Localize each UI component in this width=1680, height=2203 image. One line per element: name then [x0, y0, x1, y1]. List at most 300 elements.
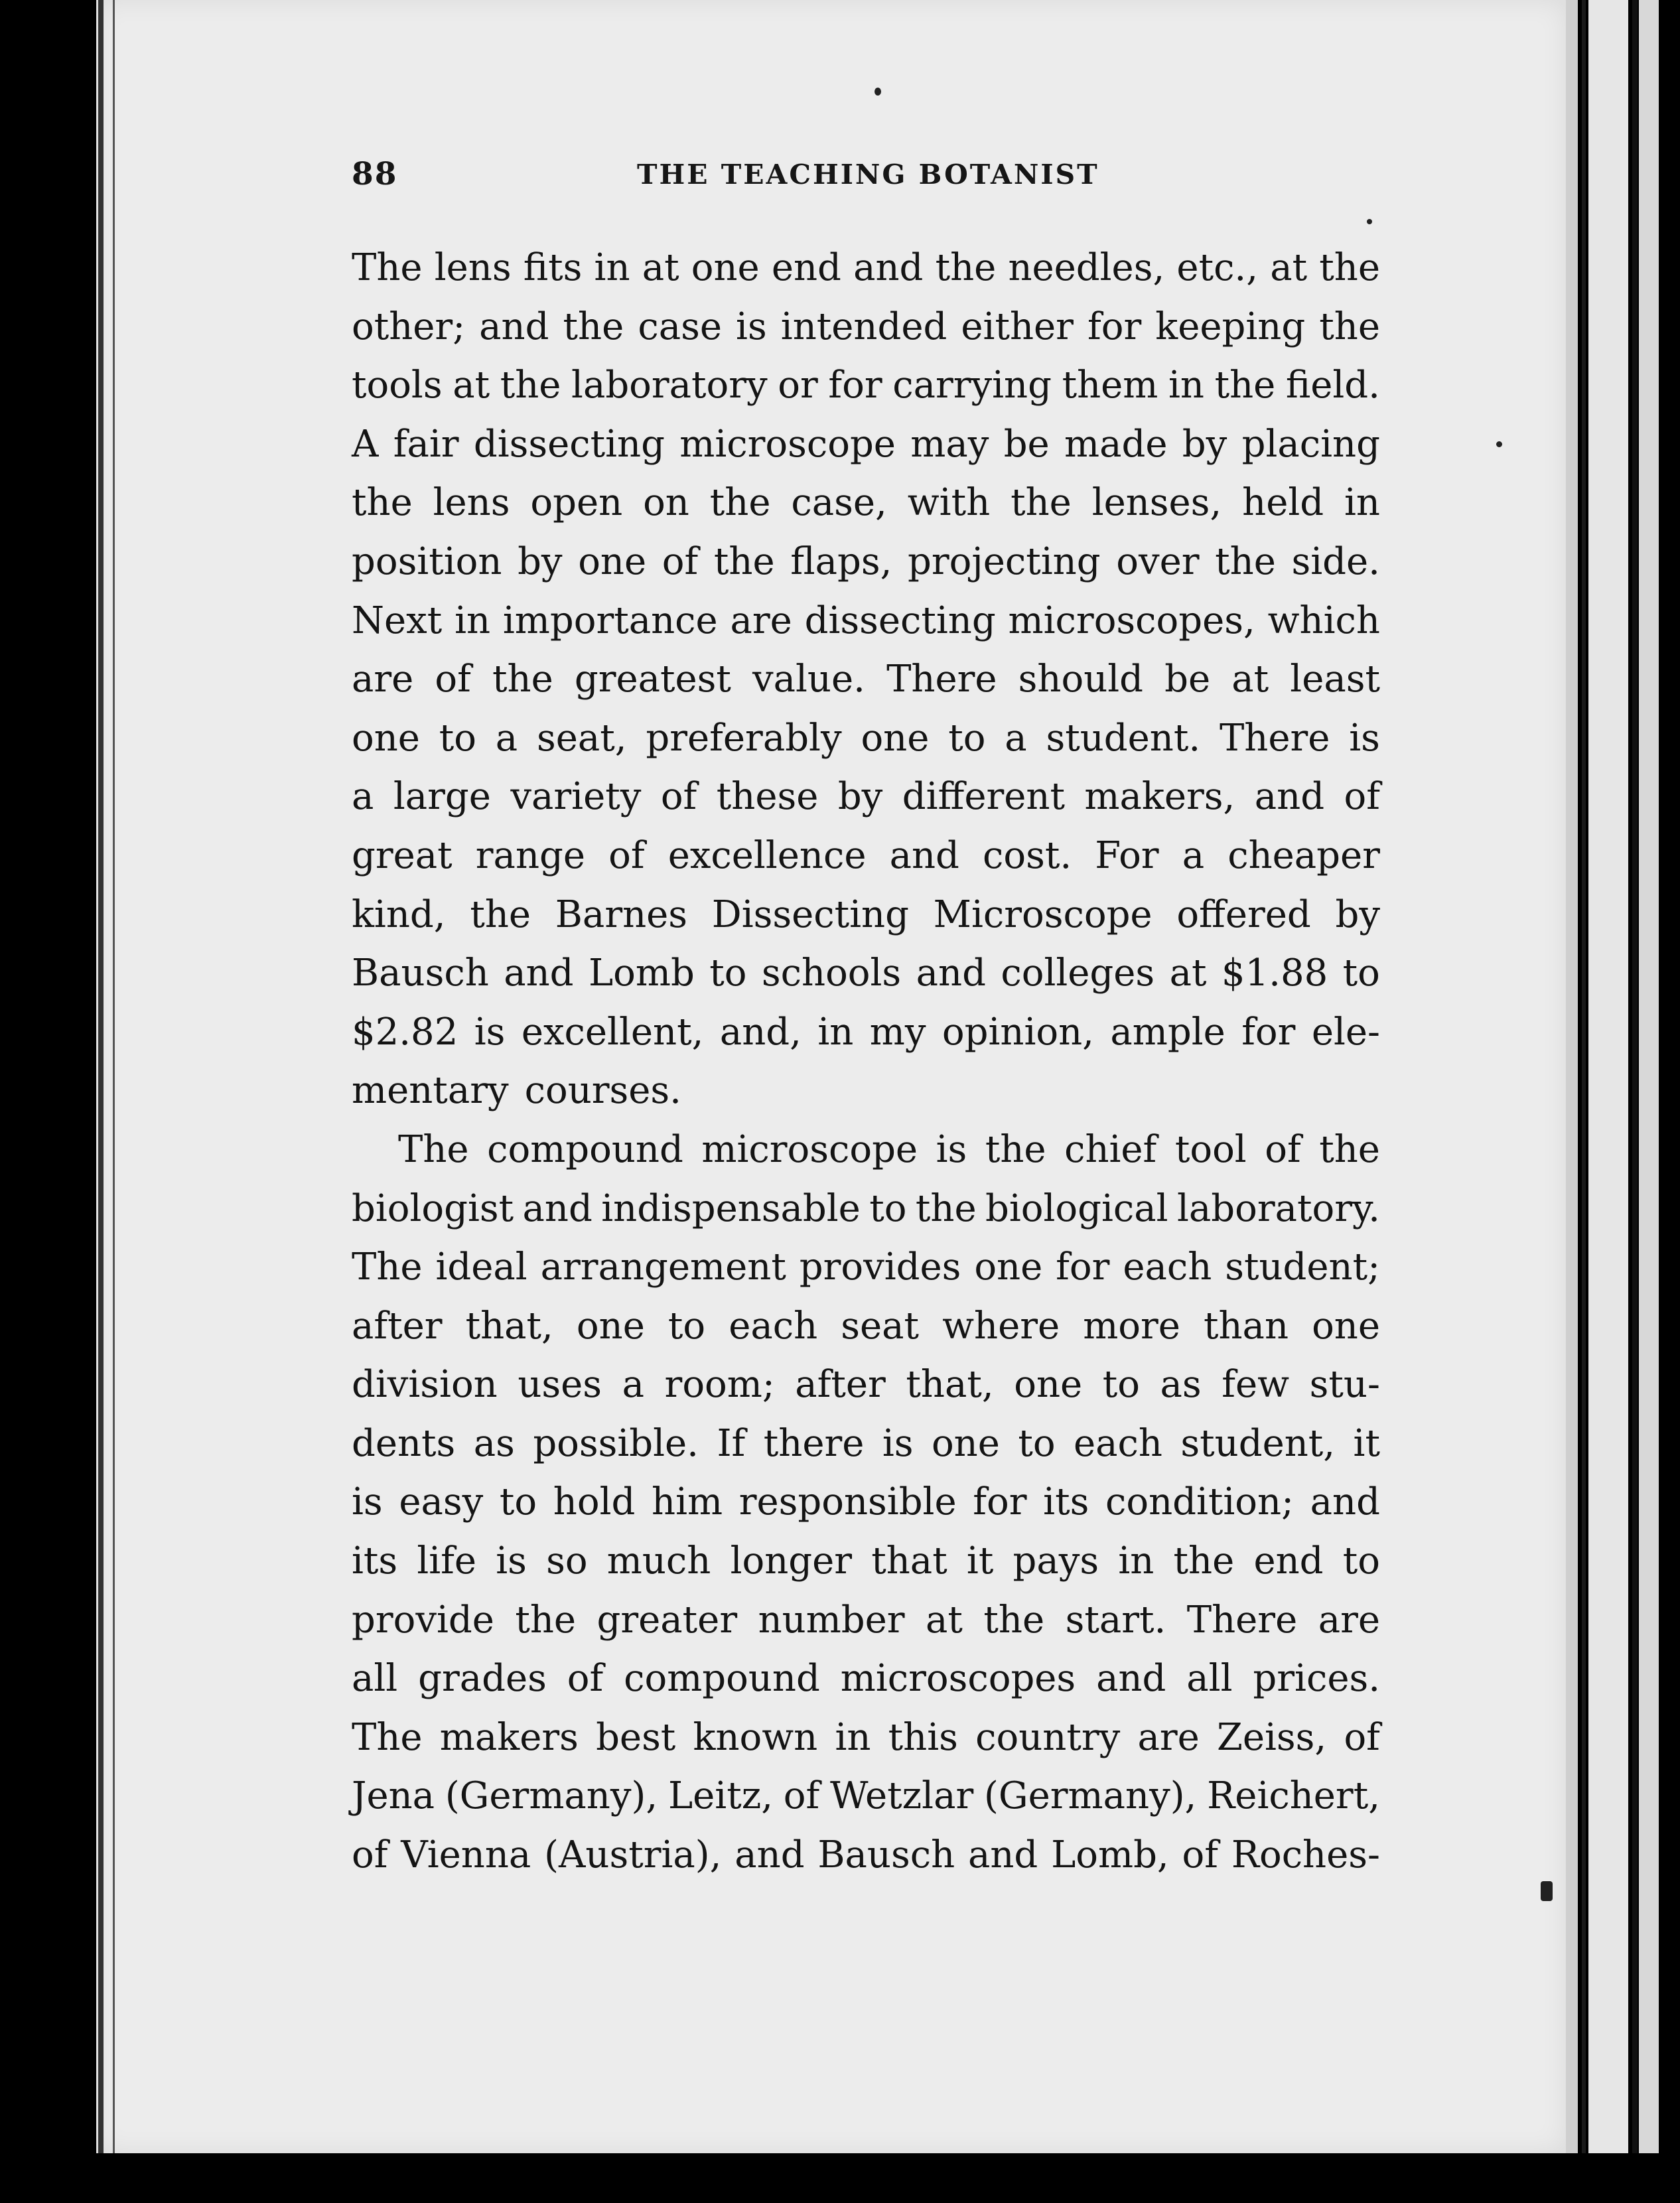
- word: the: [1319, 246, 1380, 289]
- word: after: [352, 1304, 443, 1348]
- word: laboratory: [571, 364, 768, 407]
- binding-edge-inner: [113, 0, 115, 2153]
- scan-speck: [1541, 1881, 1553, 1901]
- word: greatest: [574, 658, 731, 701]
- word: student.: [1046, 716, 1201, 760]
- word: the: [563, 305, 624, 348]
- word: to: [667, 1304, 706, 1348]
- word: biologist: [352, 1186, 514, 1230]
- word: at: [1270, 246, 1308, 289]
- word: compound: [624, 1657, 820, 1701]
- word: of: [435, 658, 471, 701]
- word: the: [935, 246, 997, 289]
- word: known: [693, 1715, 818, 1759]
- word: tools: [352, 364, 443, 407]
- word: Vienna: [401, 1833, 531, 1877]
- word: $2.82: [352, 1010, 458, 1054]
- word: over: [1116, 539, 1200, 583]
- word: this: [888, 1715, 958, 1759]
- page-edge-sheet: [1588, 0, 1628, 2153]
- word: that: [871, 1539, 947, 1583]
- text-line: [352, 650, 1380, 709]
- word: and: [1254, 775, 1325, 819]
- word: that,: [906, 1363, 994, 1407]
- word: start.: [1065, 1598, 1166, 1642]
- word: The: [352, 1715, 423, 1759]
- word: at: [1169, 952, 1207, 995]
- word: in: [1168, 364, 1204, 407]
- text-line: [352, 1767, 1380, 1826]
- word: ample: [1110, 1010, 1225, 1054]
- word: possible.: [533, 1421, 699, 1465]
- word: If: [717, 1421, 746, 1465]
- word: easy: [399, 1480, 484, 1524]
- word: the: [500, 364, 561, 407]
- word: the: [470, 892, 531, 936]
- word: each: [1123, 1245, 1212, 1289]
- word: of: [1265, 1127, 1301, 1171]
- word: longer: [730, 1539, 853, 1583]
- word: is: [1349, 716, 1380, 760]
- text-line: [352, 1003, 1380, 1062]
- word: to: [1342, 952, 1380, 995]
- word: is: [496, 1539, 527, 1583]
- word: by: [1335, 892, 1380, 936]
- text-line: [352, 1238, 1380, 1297]
- word: that,: [465, 1304, 553, 1348]
- word: position: [352, 539, 502, 583]
- page-number: 88: [352, 156, 398, 192]
- word: condition;: [1105, 1480, 1294, 1524]
- word: of: [1344, 775, 1380, 819]
- running-title: THE TEACHING BOTANIST: [637, 159, 1099, 190]
- word: chief: [1064, 1127, 1157, 1171]
- text-line: [352, 944, 1380, 1003]
- word: fair: [393, 422, 459, 466]
- word: after: [795, 1363, 886, 1407]
- word: the: [1215, 539, 1276, 583]
- word: be: [1003, 422, 1050, 466]
- word: at: [1231, 658, 1269, 701]
- word: at: [453, 364, 490, 407]
- word: lens: [433, 481, 510, 525]
- word: ideal: [435, 1245, 527, 1289]
- word: at: [926, 1598, 963, 1642]
- word: its: [1043, 1480, 1089, 1524]
- word: A: [352, 422, 379, 466]
- word: provides: [799, 1245, 961, 1289]
- word: large: [393, 775, 491, 819]
- word: a: [1182, 833, 1205, 877]
- word: There: [886, 658, 997, 701]
- text-line: [352, 1473, 1380, 1532]
- word: all: [1186, 1657, 1233, 1701]
- word: and: [479, 305, 549, 348]
- word: needles,: [1008, 246, 1165, 289]
- word: least: [1290, 658, 1380, 701]
- word: case,: [791, 481, 887, 525]
- word: by: [518, 539, 563, 583]
- text-line: [352, 1297, 1380, 1356]
- word: Next: [352, 599, 443, 642]
- word: The: [352, 1245, 423, 1289]
- word: one: [931, 1421, 1000, 1465]
- word: opinion,: [942, 1010, 1094, 1054]
- word: There: [1186, 1598, 1298, 1642]
- word: makers: [439, 1715, 579, 1759]
- word: there: [763, 1421, 865, 1465]
- word: either: [961, 305, 1074, 348]
- word: to: [709, 952, 747, 995]
- word: one: [974, 1245, 1043, 1289]
- word: biological: [985, 1186, 1168, 1230]
- word: dents: [352, 1421, 456, 1465]
- word: tool: [1174, 1127, 1247, 1171]
- word: as: [1160, 1363, 1202, 1407]
- word: uses: [518, 1363, 602, 1407]
- word: the: [1173, 1539, 1235, 1583]
- word: are: [1318, 1598, 1380, 1642]
- word: Barnes: [555, 892, 688, 936]
- word: cost.: [983, 833, 1072, 877]
- word: and: [735, 1833, 805, 1877]
- word: excellence: [667, 833, 867, 877]
- scan-speck: [1496, 441, 1502, 447]
- word: (Austria),: [544, 1833, 722, 1877]
- word: one: [1014, 1363, 1083, 1407]
- word: my: [869, 1010, 926, 1054]
- word: and: [1096, 1657, 1166, 1701]
- word: which: [1267, 599, 1380, 642]
- word: one: [352, 716, 420, 760]
- word: and: [916, 952, 986, 995]
- word: and: [1310, 1480, 1380, 1524]
- text-line: [352, 1356, 1380, 1415]
- word: of: [1344, 1715, 1380, 1759]
- word: student,: [1180, 1421, 1336, 1465]
- word: where: [942, 1304, 1060, 1348]
- word: Zeiss,: [1216, 1715, 1327, 1759]
- word: is: [936, 1127, 967, 1171]
- word: The: [352, 246, 423, 289]
- word: grades: [418, 1657, 547, 1701]
- word: offered: [1176, 892, 1311, 936]
- word: greater: [596, 1598, 738, 1642]
- word: the: [492, 658, 553, 701]
- word: of: [1182, 1833, 1218, 1877]
- word: is: [736, 305, 767, 348]
- word: are: [730, 599, 792, 642]
- word: or: [778, 364, 818, 407]
- word: made: [1064, 422, 1168, 466]
- word: one: [1312, 1304, 1380, 1348]
- page-edge-sheet: [1566, 0, 1578, 2153]
- word: other;: [352, 305, 466, 348]
- word: and: [889, 833, 959, 877]
- text-line: [352, 1062, 1380, 1121]
- word: carrying: [892, 364, 1052, 407]
- word: is: [352, 1480, 383, 1524]
- word: laboratory.: [1176, 1186, 1380, 1230]
- word: variety: [510, 775, 642, 819]
- word: flaps,: [790, 539, 892, 583]
- text-line: [352, 709, 1380, 768]
- text-line: [352, 1709, 1380, 1768]
- word: side.: [1291, 539, 1380, 583]
- text-line: [352, 886, 1380, 945]
- word: fits: [523, 246, 583, 289]
- word: Lomb,: [1051, 1833, 1169, 1877]
- word: colleges: [1001, 952, 1155, 995]
- word: The: [398, 1127, 469, 1171]
- word: intended: [780, 305, 947, 348]
- text-line: [352, 1532, 1380, 1591]
- word: as: [473, 1421, 515, 1465]
- word: etc.,: [1176, 246, 1259, 289]
- word: Leitz,: [667, 1774, 773, 1818]
- word: a: [622, 1363, 644, 1407]
- word: the: [1319, 305, 1380, 348]
- word: microscopes,: [1008, 599, 1255, 642]
- text-line: [352, 1591, 1380, 1650]
- word: placing: [1241, 422, 1380, 466]
- word: different: [902, 775, 1065, 819]
- word: $1.88: [1221, 952, 1328, 995]
- word: lenses,: [1091, 481, 1222, 525]
- bottom-shadow: [96, 2153, 1680, 2203]
- word: him: [652, 1480, 723, 1524]
- page-edge-sheet: [1639, 0, 1659, 2153]
- word: to: [948, 716, 986, 760]
- word: is: [882, 1421, 914, 1465]
- word: projecting: [908, 539, 1101, 583]
- word: Lomb: [588, 952, 695, 995]
- word: to: [439, 716, 476, 760]
- word: to: [1018, 1421, 1056, 1465]
- word: prices.: [1253, 1657, 1380, 1701]
- word: each: [729, 1304, 818, 1348]
- word: number: [758, 1598, 905, 1642]
- word: Reichert,: [1207, 1774, 1380, 1818]
- text-line: [352, 1121, 1380, 1180]
- word: of: [567, 1657, 604, 1701]
- word: are: [352, 658, 414, 701]
- text-line: [352, 474, 1380, 533]
- text-line: [352, 592, 1380, 651]
- word: for: [828, 364, 882, 407]
- word: responsible: [738, 1480, 957, 1524]
- word: the: [1319, 1127, 1380, 1171]
- word: seat,: [537, 716, 627, 760]
- text-line: [352, 533, 1380, 592]
- page-edge-gap: [1632, 0, 1638, 2153]
- word: it: [966, 1539, 994, 1583]
- text-line: [352, 415, 1380, 474]
- word: in: [594, 246, 630, 289]
- word: than: [1203, 1304, 1289, 1348]
- word: For: [1095, 833, 1159, 877]
- word: range: [475, 833, 585, 877]
- word: and: [504, 952, 574, 995]
- word: life: [417, 1539, 477, 1583]
- word: mentary: [352, 1069, 509, 1113]
- word: field.: [1285, 364, 1380, 407]
- word: the: [709, 481, 771, 525]
- word: few: [1222, 1363, 1290, 1407]
- word: one: [861, 716, 930, 760]
- word: of: [352, 1833, 388, 1877]
- word: case: [638, 305, 722, 348]
- word: pays: [1013, 1539, 1099, 1583]
- word: in: [455, 599, 491, 642]
- word: microscope: [701, 1127, 918, 1171]
- word: value.: [752, 658, 865, 701]
- word: the: [1214, 364, 1276, 407]
- word: to: [1102, 1363, 1140, 1407]
- word: a: [495, 716, 518, 760]
- word: each: [1073, 1421, 1162, 1465]
- word: end: [1253, 1539, 1324, 1583]
- word: and: [853, 246, 924, 289]
- word: more: [1083, 1304, 1180, 1348]
- word: kind,: [352, 892, 446, 936]
- word: one: [578, 539, 647, 583]
- word: Jena: [352, 1774, 435, 1818]
- word: indispensable: [601, 1186, 861, 1230]
- word: a: [352, 775, 374, 819]
- word: the: [983, 1598, 1045, 1642]
- word: preferably: [646, 716, 842, 760]
- word: for: [1241, 1010, 1296, 1054]
- word: for: [1056, 1245, 1110, 1289]
- word: with: [907, 481, 991, 525]
- word: to: [869, 1186, 907, 1230]
- word: great: [352, 833, 453, 877]
- word: at: [642, 246, 679, 289]
- word: of: [662, 539, 699, 583]
- word: to: [499, 1480, 537, 1524]
- word: Roches-: [1231, 1833, 1380, 1877]
- word: the: [352, 481, 413, 525]
- word: one: [691, 246, 760, 289]
- word: compound: [487, 1127, 683, 1171]
- word: (Germany),: [984, 1774, 1197, 1818]
- word: a: [1005, 716, 1027, 760]
- word: in: [835, 1715, 871, 1759]
- word: Bausch: [352, 952, 489, 995]
- word: stu-: [1309, 1363, 1380, 1407]
- word: There: [1219, 716, 1330, 760]
- word: Wetzlar: [830, 1774, 974, 1818]
- word: keeping: [1155, 305, 1306, 348]
- word: be: [1164, 658, 1211, 701]
- body-text: [352, 239, 1380, 1885]
- word: best: [596, 1715, 676, 1759]
- text-line: [352, 1415, 1380, 1474]
- word: makers,: [1084, 775, 1235, 819]
- word: Bausch: [817, 1833, 955, 1877]
- word: student;: [1225, 1245, 1380, 1289]
- text-line: [352, 768, 1380, 827]
- word: one: [576, 1304, 645, 1348]
- word: and: [967, 1833, 1038, 1877]
- word: held: [1242, 481, 1324, 525]
- word: them: [1062, 364, 1158, 407]
- word: open: [530, 481, 623, 525]
- word: the: [985, 1127, 1046, 1171]
- text-line: [352, 1650, 1380, 1709]
- word: hold: [553, 1480, 636, 1524]
- word: in: [1118, 1539, 1155, 1583]
- text-line: [352, 1826, 1380, 1885]
- word: microscopes: [840, 1657, 1076, 1701]
- scan-speck: [875, 88, 881, 96]
- word: by: [1182, 422, 1227, 466]
- text-line: [352, 827, 1380, 886]
- word: the: [515, 1598, 577, 1642]
- word: division: [352, 1363, 498, 1407]
- word: provide: [352, 1598, 494, 1642]
- page-edge-gap: [1582, 0, 1586, 2153]
- binding-edge: [98, 0, 104, 2153]
- word: to: [1342, 1539, 1380, 1583]
- word: country: [975, 1715, 1121, 1759]
- word: these: [716, 775, 819, 819]
- word: room;: [664, 1363, 775, 1407]
- word: for: [973, 1480, 1027, 1524]
- word: the: [1011, 481, 1072, 525]
- text-line: [352, 298, 1380, 357]
- word: of: [660, 775, 697, 819]
- word: schools: [761, 952, 902, 995]
- word: of: [608, 833, 645, 877]
- text-line: [352, 1180, 1380, 1239]
- word: Dissecting: [711, 892, 909, 936]
- word: all: [352, 1657, 398, 1701]
- word: in: [1344, 481, 1380, 525]
- word: much: [606, 1539, 711, 1583]
- word: dissecting: [473, 422, 665, 466]
- word: seat: [841, 1304, 919, 1348]
- word: end: [771, 246, 841, 289]
- word: Microscope: [933, 892, 1153, 936]
- word: on: [643, 481, 689, 525]
- word: of: [783, 1774, 820, 1818]
- word: are: [1137, 1715, 1200, 1759]
- scan-speck: [1367, 219, 1372, 224]
- word: ele-: [1311, 1010, 1380, 1054]
- word: and,: [719, 1010, 802, 1054]
- word: dissecting: [804, 599, 996, 642]
- word: in: [817, 1010, 854, 1054]
- word: cheaper: [1227, 833, 1380, 877]
- running-head: [352, 156, 1387, 202]
- word: microscope: [679, 422, 896, 466]
- word: and: [522, 1186, 593, 1230]
- word: may: [910, 422, 989, 466]
- word: it: [1353, 1421, 1380, 1465]
- text-line: [352, 356, 1380, 415]
- word: (Germany),: [445, 1774, 658, 1818]
- word: lens: [434, 246, 512, 289]
- text-line: [352, 239, 1380, 298]
- word: courses.: [524, 1069, 681, 1113]
- word: importance: [502, 599, 718, 642]
- word: is: [474, 1010, 506, 1054]
- word: by: [837, 775, 883, 819]
- word: the: [915, 1186, 977, 1230]
- word: its: [352, 1539, 398, 1583]
